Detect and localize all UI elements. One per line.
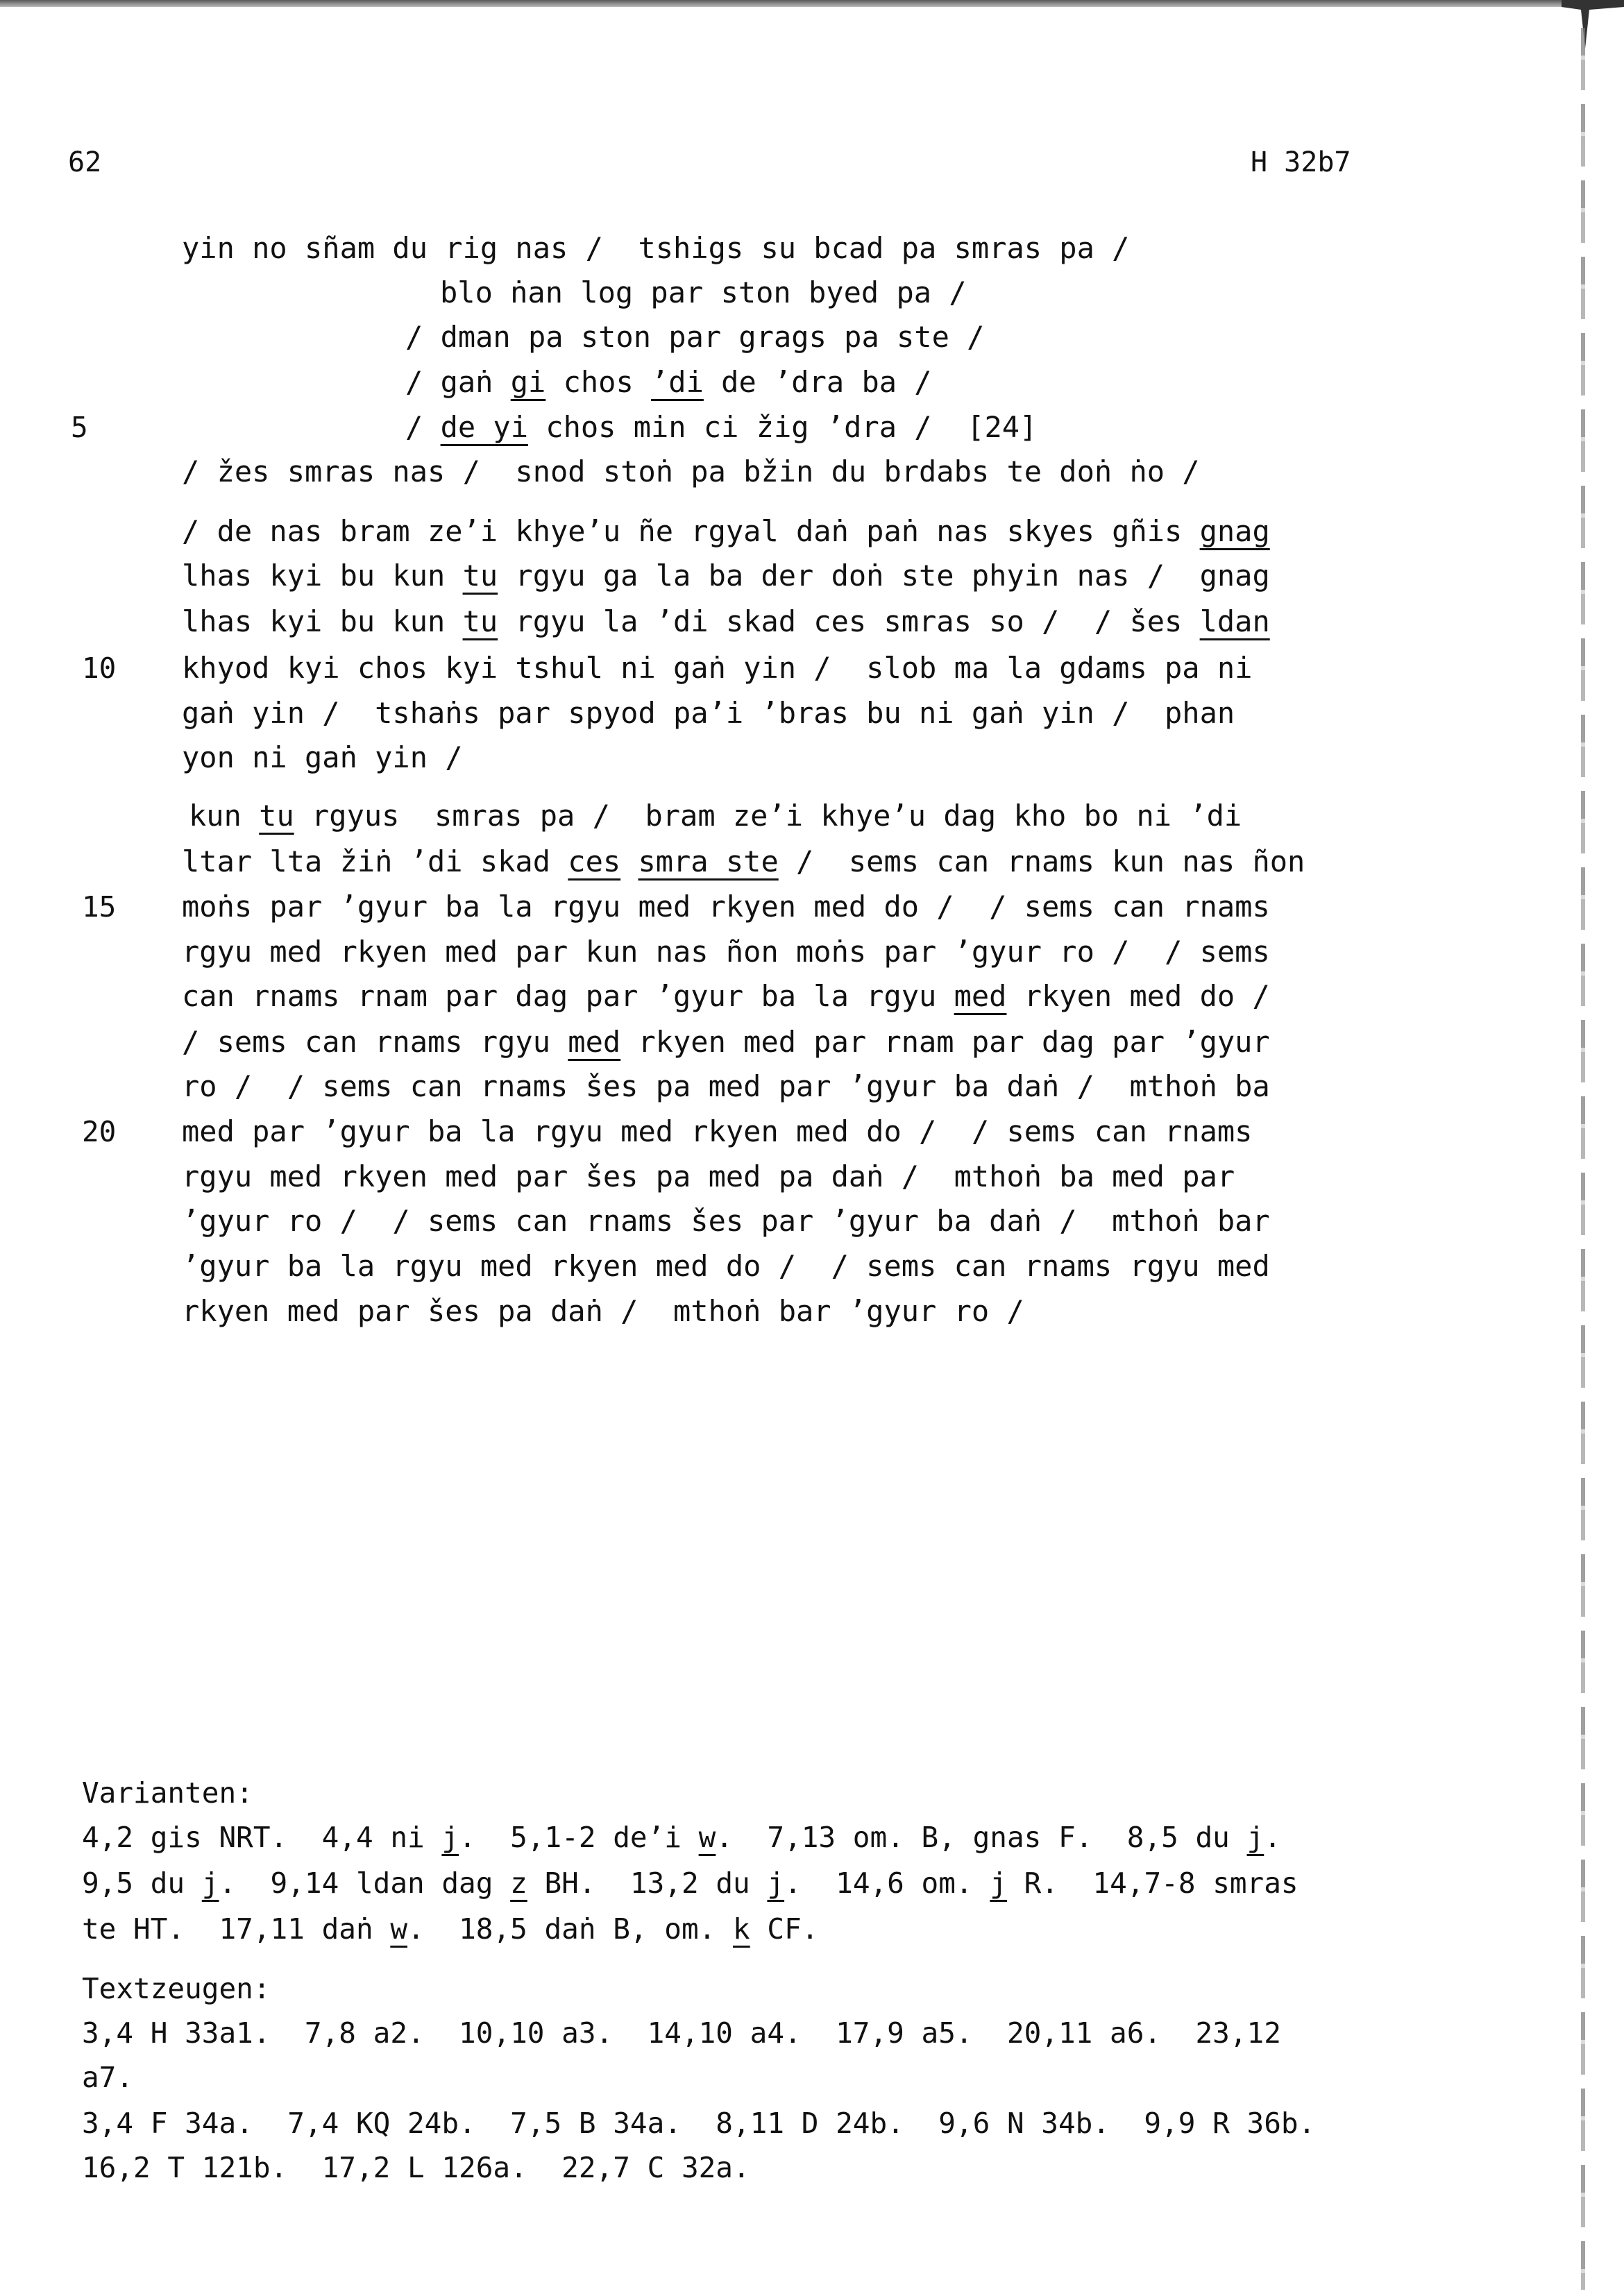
text-line: / de nas bram ze’i khye’u ñe rgyal daṅ paṅ nas skyes gñis gnag <box>182 514 1270 548</box>
text-line: ltar lta žiṅ ’di skad ces smra ste / sems can rnams kun nas ñon <box>182 844 1305 878</box>
text-line: lhas kyi bu kun tu rgyu ga la ba der doṅ ste phyin nas / gnag <box>182 559 1270 593</box>
textzeugen-line: 16,2 T 121b. 17,2 L 126a. 22,7 C 32a. <box>82 2151 750 2184</box>
line-number: 5 <box>71 411 88 444</box>
text-line: yin no sñam du rig nas / tshigs su bcad pa smras pa / <box>182 231 1130 265</box>
underlined-word: ces <box>568 844 621 878</box>
text-line: lhas kyi bu kun tu rgyu la ’di skad ces smras so / / šes ldan <box>182 604 1270 638</box>
text-line: ’gyur ro / / sems can rnams šes par ’gyur ba daṅ / mthoṅ bar <box>182 1204 1270 1238</box>
text-line: rgyu med rkyen med par kun nas ñon moṅs par ’gyur ro / / sems <box>182 935 1270 969</box>
varianten-heading: Varianten: <box>82 1776 253 1810</box>
text-line: / žes smras nas / snod stoṅ pa bžin du brdabs te doṅ ṅo / <box>182 454 1200 488</box>
page-number: 62 <box>68 146 102 178</box>
text-line: / gaṅ gi chos ’di de ’dra ba / <box>405 365 932 399</box>
underlined-word: smra ste <box>638 844 779 878</box>
textzeugen-line: a7. <box>82 2061 134 2094</box>
underlined-word: med <box>568 1025 621 1059</box>
scan-top-border <box>0 0 1589 7</box>
text-line: rgyu med rkyen med par šes pa med pa daṅ / mthoṅ ba med par <box>182 1159 1235 1193</box>
text-line: / sems can rnams rgyu med rkyen med par rnam par dag par ’gyur <box>182 1025 1270 1059</box>
text-line: gaṅ yin / tshaṅs par spyod pa’i ’bras bu ni gaṅ yin / phan <box>182 696 1235 730</box>
text-line: med par ’gyur ba la rgyu med rkyen med do / / sems can rnams <box>182 1114 1253 1148</box>
folio-reference: H 32b7 <box>1251 146 1351 178</box>
underlined-word: ’di <box>651 365 704 399</box>
varianten-line: 9,5 du j. 9,14 ldan dag z BH. 13,2 du j. 14,6 om. j R. 14,7-8 smras <box>82 1866 1299 1900</box>
line-number: 15 <box>82 890 117 924</box>
scan-right-edge <box>1581 28 1585 2290</box>
text-line: can rnams rnam par dag par ’gyur ba la rgyu med rkyen med do / <box>182 979 1270 1013</box>
underlined-word: tu <box>462 559 498 593</box>
textzeugen-heading: Textzeugen: <box>82 1972 271 2005</box>
line-number: 20 <box>82 1115 117 1148</box>
underlined-word: gnag <box>1199 514 1270 548</box>
text-line: kun tu rgyus smras pa / bram ze’i khye’u dag kho bo ni ’di <box>189 799 1242 833</box>
text-line: moṅs par ’gyur ba la rgyu med rkyen med do / / sems can rnams <box>182 890 1270 924</box>
varianten-line: 4,2 gis NRT. 4,4 ni j. 5,1-2 de’i w. 7,13 om. B, gnas F. 8,5 du j. <box>82 1821 1281 1854</box>
underlined-word: de yi <box>440 410 529 444</box>
underlined-word: ldan <box>1199 604 1270 638</box>
varianten-line: te HT. 17,11 daṅ w. 18,5 daṅ B, om. k CF. <box>82 1912 819 1946</box>
underlined-word: med <box>954 979 1007 1013</box>
text-line: ’gyur ba la rgyu med rkyen med do / / sems can rnams rgyu med <box>182 1249 1270 1283</box>
text-line: yon ni gaṅ yin / <box>182 740 463 774</box>
underlined-word: tu <box>259 799 294 833</box>
text-line: rkyen med par šes pa daṅ / mthoṅ bar ’gyur ro / <box>182 1294 1024 1328</box>
textzeugen-line: 3,4 F 34a. 7,4 KQ 24b. 7,5 B 34a. 8,11 D 24b. 9,6 N 34b. 9,9 R 36b. <box>82 2107 1316 2140</box>
text-line: blo ṅan log par ston byed pa / <box>440 275 967 309</box>
scan-corner-mark <box>1562 0 1624 56</box>
text-line: / dman pa ston par grags pa ste / <box>405 320 985 354</box>
textzeugen-line: 3,4 H 33a1. 7,8 a2. 10,10 a3. 14,10 a4. 17,9 a5. 20,11 a6. 23,12 <box>82 2016 1281 2050</box>
text-line: / de yi chos min ci žig ’dra / [24] <box>405 410 1038 444</box>
text-line: khyod kyi chos kyi tshul ni gaṅ yin / slob ma la gdams pa ni <box>182 651 1253 685</box>
underlined-word: tu <box>462 604 498 638</box>
underlined-word: gi <box>510 365 546 399</box>
text-line: ro / / sems can rnams šes pa med par ’gyur ba daṅ / mthoṅ ba <box>182 1069 1270 1103</box>
line-number: 10 <box>82 652 117 685</box>
